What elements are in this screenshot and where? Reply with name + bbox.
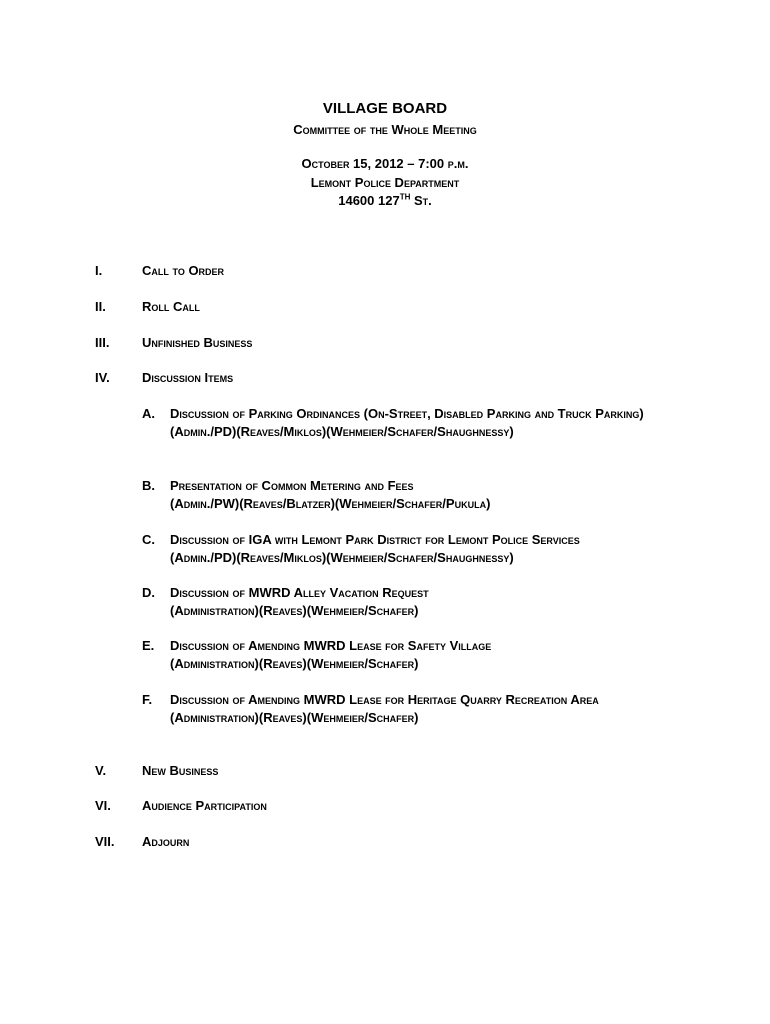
address-number: 14600 127 — [338, 193, 400, 208]
section-number: VII. — [95, 834, 115, 849]
discussion-item-e — [142, 637, 712, 673]
section-number: I. — [95, 263, 103, 278]
discussion-item-c — [142, 531, 712, 567]
item-detail: (Administration)(Reaves)(Wehmeier/Schafer) — [170, 603, 419, 618]
item-detail: (Administration)(Reaves)(Wehmeier/Schafer) — [170, 710, 419, 725]
item-letter: C. — [142, 532, 155, 547]
section-label: Discussion Items — [142, 370, 234, 385]
section-label: Adjourn — [142, 834, 190, 849]
meeting-date-time: October 15, 2012 – 7:00 p.m. — [301, 156, 469, 171]
item-title: Discussion of Amending MWRD Lease for Heritage Quarry Recreation Area — [170, 692, 599, 707]
item-title: Presentation of Common Metering and Fees — [170, 478, 414, 493]
meeting-address — [0, 192, 770, 210]
discussion-item-d — [142, 584, 712, 620]
item-detail: (Admin./PD)(Reaves/Miklos)(Wehmeier/Schafer/Shaughnessy) — [170, 550, 514, 565]
item-title: Discussion of Amending MWRD Lease for Safety Village — [170, 638, 492, 653]
discussion-item-a — [142, 405, 712, 441]
section-number: VI. — [95, 798, 111, 813]
item-title: Discussion of MWRD Alley Vacation Request — [170, 585, 429, 600]
item-title: Discussion of Parking Ordinances (On-Street, Disabled Parking and Truck Parking) — [170, 406, 644, 421]
meeting-location: Lemont Police Department — [310, 175, 460, 190]
section-label: New Business — [142, 763, 219, 778]
section-number: V. — [95, 763, 107, 778]
discussion-item-f — [142, 691, 712, 727]
item-detail: (Admin./PW)(Reaves/Blatzer)(Wehmeier/Schafer/Pukula) — [170, 496, 491, 511]
address-ordinal: TH — [399, 192, 411, 202]
item-title: Discussion of IGA with Lemont Park District for Lemont Police Services — [170, 532, 580, 547]
item-letter: F. — [142, 692, 153, 707]
item-letter: D. — [142, 585, 155, 600]
item-detail: (Admin./PD)(Reaves/Miklos)(Wehmeier/Schafer/Shaughnessy) — [170, 424, 514, 439]
section-number: IV. — [95, 370, 110, 385]
section-label: Call to Order — [142, 263, 225, 278]
address-suffix: St. — [410, 193, 432, 208]
item-letter: A. — [142, 406, 155, 421]
discussion-item-b — [142, 477, 712, 513]
section-number: II. — [95, 299, 106, 314]
item-detail: (Administration)(Reaves)(Wehmeier/Schafer) — [170, 656, 419, 671]
meeting-body-title: VILLAGE BOARD — [322, 100, 448, 117]
section-label: Unfinished Business — [142, 335, 253, 350]
item-letter: B. — [142, 478, 155, 493]
meeting-type: Committee of the Whole Meeting — [293, 122, 477, 137]
section-number: III. — [95, 335, 110, 350]
section-label: Audience Participation — [142, 798, 267, 813]
section-label: Roll Call — [142, 299, 200, 314]
item-letter: E. — [142, 638, 155, 653]
